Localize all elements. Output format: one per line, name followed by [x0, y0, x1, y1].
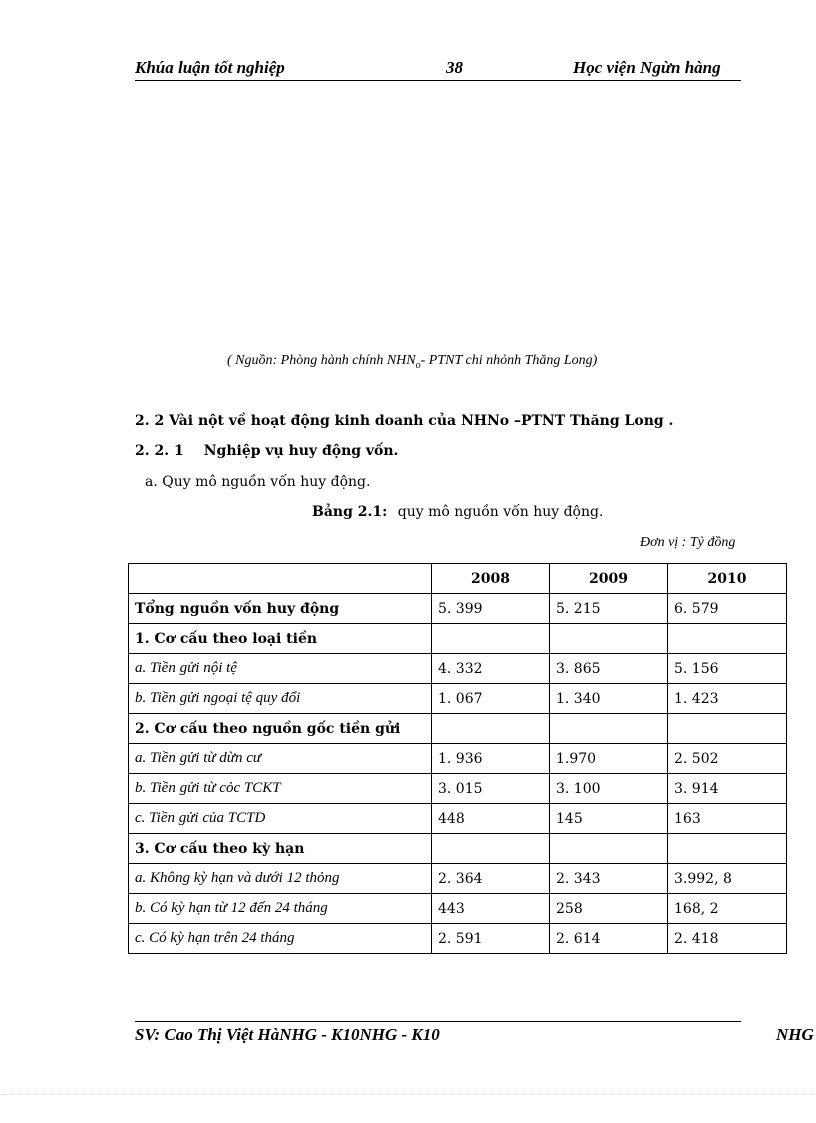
row-label: b. Có kỳ hạn từ 12 đến 24 tháng	[129, 894, 432, 924]
value-cell: 1.970	[550, 744, 668, 774]
value-cell: 448	[432, 804, 550, 834]
table-row	[129, 714, 787, 744]
page-number: 38	[446, 58, 463, 77]
value-cell: 2. 418	[668, 924, 787, 954]
table-row	[129, 834, 787, 864]
table-row	[129, 774, 787, 804]
row-label: a. Không kỳ hạn và dưới 12 thỏng	[129, 864, 432, 894]
row-label: c. Tiền gửi của TCTD	[129, 804, 432, 834]
value-cell	[668, 834, 787, 864]
table-caption-label: Bảng 2.1:	[312, 504, 388, 520]
table-caption	[312, 504, 603, 520]
value-cell: 3.992, 8	[668, 864, 787, 894]
table-row	[129, 654, 787, 684]
value-cell	[668, 714, 787, 744]
value-cell: 258	[550, 894, 668, 924]
table-body	[129, 564, 787, 954]
value-cell: 145	[550, 804, 668, 834]
value-cell: 6. 579	[668, 594, 787, 624]
item-a-heading: a. Quy mô nguồn vốn huy động.	[145, 474, 371, 490]
header-cell-2009: 2009	[550, 564, 668, 594]
value-cell	[432, 624, 550, 654]
table-row	[129, 684, 787, 714]
value-cell: 5. 215	[550, 594, 668, 624]
value-cell: 2. 343	[550, 864, 668, 894]
value-cell: 168, 2	[668, 894, 787, 924]
value-cell: 1. 340	[550, 684, 668, 714]
value-cell	[432, 714, 550, 744]
value-cell	[550, 624, 668, 654]
source-note	[227, 353, 597, 371]
subsection-heading	[135, 443, 398, 459]
table-row	[129, 864, 787, 894]
table-row	[129, 624, 787, 654]
table-row	[129, 744, 787, 774]
row-label: 2. Cơ cấu theo nguồn gốc tiền gửi	[129, 714, 432, 744]
value-cell: 443	[432, 894, 550, 924]
unit-label: Đơn vị : Tỷ đồng	[640, 535, 736, 550]
source-note-suffix: - PTNT chi nhỏnh Thăng Long)	[420, 353, 598, 368]
row-label: a. Tiền gửi từ dừn cư	[129, 744, 432, 774]
header-cell-2008: 2008	[432, 564, 550, 594]
section-heading: 2. 2 Vài nột về hoạt động kinh doanh của NHNo –PTNT Thăng Long .	[135, 413, 674, 429]
page-header	[135, 58, 741, 81]
header-cell-2010: 2010	[668, 564, 787, 594]
footer-student: SV: Cao Thị Việt HàNHG - K10NHG - K10	[135, 1025, 440, 1044]
value-cell: 1. 936	[432, 744, 550, 774]
footer-class-code: NHG	[776, 1025, 814, 1044]
value-cell: 1. 067	[432, 684, 550, 714]
row-label: c. Có kỳ hạn trên 24 tháng	[129, 924, 432, 954]
capital-mobilization-table	[128, 563, 787, 954]
value-cell	[668, 624, 787, 654]
table-row	[129, 924, 787, 954]
value-cell: 5. 399	[432, 594, 550, 624]
value-cell: 3. 100	[550, 774, 668, 804]
subsection-number: 2. 2. 1	[135, 443, 184, 459]
value-cell: 2. 614	[550, 924, 668, 954]
table-caption-title: quy mô nguồn vốn huy động.	[397, 504, 604, 520]
header-thesis-title: Khúa luận tốt nghiệp	[135, 58, 285, 77]
row-label: b. Tiền gửi ngoại tệ quy đổi	[129, 684, 432, 714]
value-cell: 3. 914	[668, 774, 787, 804]
value-cell: 3. 865	[550, 654, 668, 684]
value-cell: 1. 423	[668, 684, 787, 714]
page-bottom-edge	[0, 1094, 816, 1095]
value-cell	[432, 834, 550, 864]
source-note-prefix: ( Nguồn: Phòng hành chính NHN	[227, 353, 416, 368]
table-row	[129, 894, 787, 924]
table-row	[129, 804, 787, 834]
footer-rule	[135, 1021, 741, 1022]
value-cell: 163	[668, 804, 787, 834]
table-row	[129, 594, 787, 624]
row-label: Tổng nguồn vốn huy động	[129, 594, 432, 624]
value-cell	[550, 834, 668, 864]
subsection-title: Nghiệp vụ huy động vốn.	[203, 443, 399, 459]
value-cell: 5. 156	[668, 654, 787, 684]
row-label: a. Tiền gửi nội tệ	[129, 654, 432, 684]
value-cell	[550, 714, 668, 744]
header-institution: Học viện Ngừn hàng	[573, 58, 721, 77]
value-cell: 4. 332	[432, 654, 550, 684]
row-label: 3. Cơ cấu theo kỳ hạn	[129, 834, 432, 864]
row-label: 1. Cơ cấu theo loại tiền	[129, 624, 432, 654]
value-cell: 2. 591	[432, 924, 550, 954]
header-cell-blank	[129, 564, 432, 594]
source-note-subscript: o	[415, 359, 421, 371]
value-cell: 2. 364	[432, 864, 550, 894]
value-cell: 2. 502	[668, 744, 787, 774]
table-header-row	[129, 564, 787, 594]
value-cell: 3. 015	[432, 774, 550, 804]
row-label: b. Tiền gửi từ cỏc TCKT	[129, 774, 432, 804]
